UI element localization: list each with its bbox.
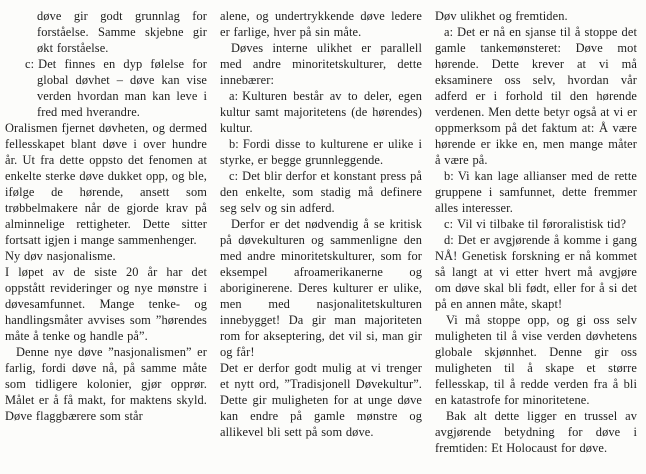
list-item-marker: c: <box>229 169 239 183</box>
list-item-b <box>435 168 637 216</box>
list-item-marker: c: <box>25 57 35 71</box>
paragraph-bak-alt-dette: Bak alt dette ligger en trussel av avgjørende betydning for døve i fremtiden: Et Holocaust for døve. <box>435 409 637 455</box>
paragraph-derfor-kritisk: Derfor er det nødvendig å se kritisk på døvekulturen og sammenligne den med andre minoritetskulturer, som for eksempel afroamerikanerne og aboriginerene. Deres kulturer er ulike, men med nasjonalitetskulturen innebygget! Da gir man majoriteten rom for akseptering, det vil si, man gir og får! <box>220 217 422 359</box>
list-item-text: Vi kan lage allianser med de rette gruppene i samfunnet, dette fremmer alles interesser. <box>435 169 637 215</box>
paragraph-vi-ma-stoppe: Vi må stoppe opp, og gi oss selv muligheten til å vise verden døvhetens globale skjønnhet. Denne gir oss muligheten til å skape et større fellesskap, til å redde verden fra å bli en katastrofe for minoritetene. <box>435 313 637 407</box>
list-item-marker: b: <box>229 137 239 151</box>
list-item-a <box>435 24 637 168</box>
list-item-text: Det blir derfor et konstant press på den enkelte, som stadig må definere seg selv og sin adferd. <box>220 169 422 215</box>
list-item-text: Fordi disse to kulturene er ulike i styrke, er begge grunnleggende. <box>220 137 422 167</box>
subheading-ny-dov-nasjonalisme: Ny døv nasjonalisme. <box>5 249 116 263</box>
list-item-d <box>435 232 637 312</box>
text-column-2 <box>220 8 422 474</box>
list-item-marker: b: <box>444 169 454 183</box>
text-column-3 <box>435 8 637 474</box>
paragraph-doves-interne: Døves interne ulikhet er parallell med andre minoritetskulturer, dette innebærer: <box>220 41 422 87</box>
text-column-1 <box>5 8 207 474</box>
list-item-text: Vil vi tilbake til føroralistisk tid? <box>457 217 627 231</box>
list-item-text: Det er nå en sjanse til å stoppe det gamle tankemønsteret: Døve mot hørende. Dette krever at vi må eksaminere oss selv, hvordan vår adferd er i forhold til den hørende verdenen. Men dette betyr også at vi er oppmerksom på det faktum at: Å være hørende er ikke en, men mange måter å være på. <box>435 25 637 167</box>
list-item-text: Det finnes en dyp følelse for global døvhet – døve kan vise verden hvordan man kan leve i fred med hverandre. <box>37 57 207 119</box>
list-item-a <box>220 88 422 136</box>
paragraph-item-b-continuation: døve gir godt grunnlag for forståelse. Samme skjebne gir økt forståelse. <box>37 9 207 55</box>
list-item-c <box>5 56 207 120</box>
list-item-marker: d: <box>444 233 454 247</box>
list-item-marker: a: <box>444 25 454 39</box>
paragraph-oralismen: Oralismen fjernet døvheten, og dermed fellesskapet blant døve i over hundre år. Ut fra dette oppsto det fenomen at enkelte sterke døve dukket opp, og ble, ifølge de hørende, ansett som trøbbelmakere når de gjorde krav på alminnelige rettigheter. Dette sitter fortsatt igjen i mange sammenhenger. <box>5 121 207 247</box>
paragraph-denne-nye: Denne nye døve ”nasjonalismen” er farlig, fordi døve nå, på samme måte som tidligere kolonier, gjør opprør. Målet er å få makt, for maktens skyld. Døve flaggbærere som står <box>5 345 207 423</box>
subheading-dov-ulikhet-og-fremtiden: Døv ulikhet og fremtiden. <box>435 9 568 23</box>
paragraph-i-lopet: I løpet av de siste 20 år har det oppstått revideringer og nye mønstre i døvesamfunnet. Mange tenke- og handlingsmåter avvises som ”hørendes måte å tenke og handle på”. <box>5 265 207 343</box>
list-item-c <box>220 168 422 216</box>
paragraph-alene-continuation: alene, og undertrykkende døve ledere er farlige, hver på sin måte. <box>220 9 422 39</box>
paragraph-tradisjonell-dovekultur: Det er derfor godt mulig at vi trenger et nytt ord, ”Tradisjonell Døvekultur”. Dette gir muligheten for at unge døve kan endre på gamle mønstre og allikevel bli sett på som døve. <box>220 361 422 439</box>
list-item-text: Kulturen består av to deler, egen kultur samt majoritetens (de hørendes) kultur. <box>220 89 422 135</box>
list-item-text: Det er avgjørende å komme i gang NÅ! Genetisk forskning er nå kommet så langt at vi etter hvert må avgjøre om døve skal bli født, eller for å si det på en annen måte, skapt! <box>435 233 637 311</box>
list-item-marker: a: <box>229 89 239 103</box>
list-item-c <box>435 216 637 232</box>
list-item-marker: c: <box>444 217 454 231</box>
list-item-b <box>220 136 422 168</box>
